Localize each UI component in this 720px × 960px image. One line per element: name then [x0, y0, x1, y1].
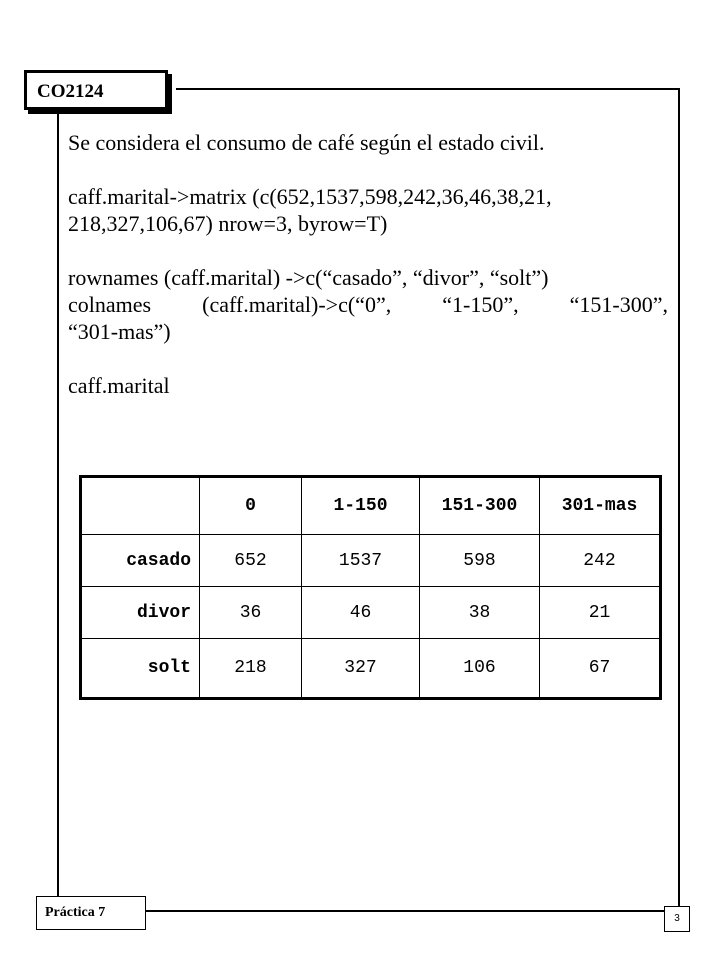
table-header-row: [81, 477, 661, 535]
column-header: 1-150: [302, 477, 420, 535]
table-cell: 46: [302, 587, 420, 639]
table-cell: 242: [540, 535, 661, 587]
intro-text: Se considera el consumo de café según el estado civil.: [68, 130, 545, 155]
print-code-line: caff.marital: [68, 373, 170, 398]
matrix-code-line-2: 218,327,106,67) nrow=3, byrow=T): [68, 211, 388, 236]
column-header: 301-mas: [540, 477, 661, 535]
frame-right-border: [678, 88, 680, 912]
spacer: [68, 237, 668, 264]
caff-marital-table: [79, 475, 662, 700]
spacer: [68, 156, 668, 183]
table-row: [81, 639, 661, 699]
table-cell: 218: [200, 639, 302, 699]
page-number: 3: [674, 913, 680, 924]
rownames-code-line: rownames (caff.marital) ->c(“casado”, “divor”, “solt”): [68, 265, 549, 290]
table-corner-cell: [81, 477, 200, 535]
practice-label-box: [36, 896, 146, 930]
course-code: CO2124: [37, 81, 104, 102]
table-cell: 36: [200, 587, 302, 639]
column-header: 151-300: [420, 477, 540, 535]
table-cell: 67: [540, 639, 661, 699]
course-code-box: [24, 70, 168, 110]
table-cell: 1537: [302, 535, 420, 587]
table-cell: 38: [420, 587, 540, 639]
frame-top-border: [176, 88, 680, 90]
page-number-box: [664, 906, 690, 932]
table-cell: 106: [420, 639, 540, 699]
table-cell: 598: [420, 535, 540, 587]
matrix-code-line-1: caff.marital->matrix (c(652,1537,598,242,36,46,38,21,: [68, 184, 552, 209]
table-cell: 21: [540, 587, 661, 639]
table-row: [81, 535, 661, 587]
row-header: divor: [81, 587, 200, 639]
slide-content: [68, 129, 668, 399]
spacer: [68, 345, 668, 372]
row-header: solt: [81, 639, 200, 699]
colnames-code-line-2: “301-mas”): [68, 319, 171, 344]
column-header: 0: [200, 477, 302, 535]
practice-label: Práctica 7: [45, 905, 106, 920]
frame-left-border: [57, 100, 59, 912]
table-cell: 652: [200, 535, 302, 587]
frame-bottom-border: [146, 910, 680, 912]
row-header: casado: [81, 535, 200, 587]
table-cell: 327: [302, 639, 420, 699]
table-row: [81, 587, 661, 639]
colnames-code-line-1: colnames (caff.marital)->c(“0”, “1-150”, “151-300”,: [68, 292, 668, 317]
